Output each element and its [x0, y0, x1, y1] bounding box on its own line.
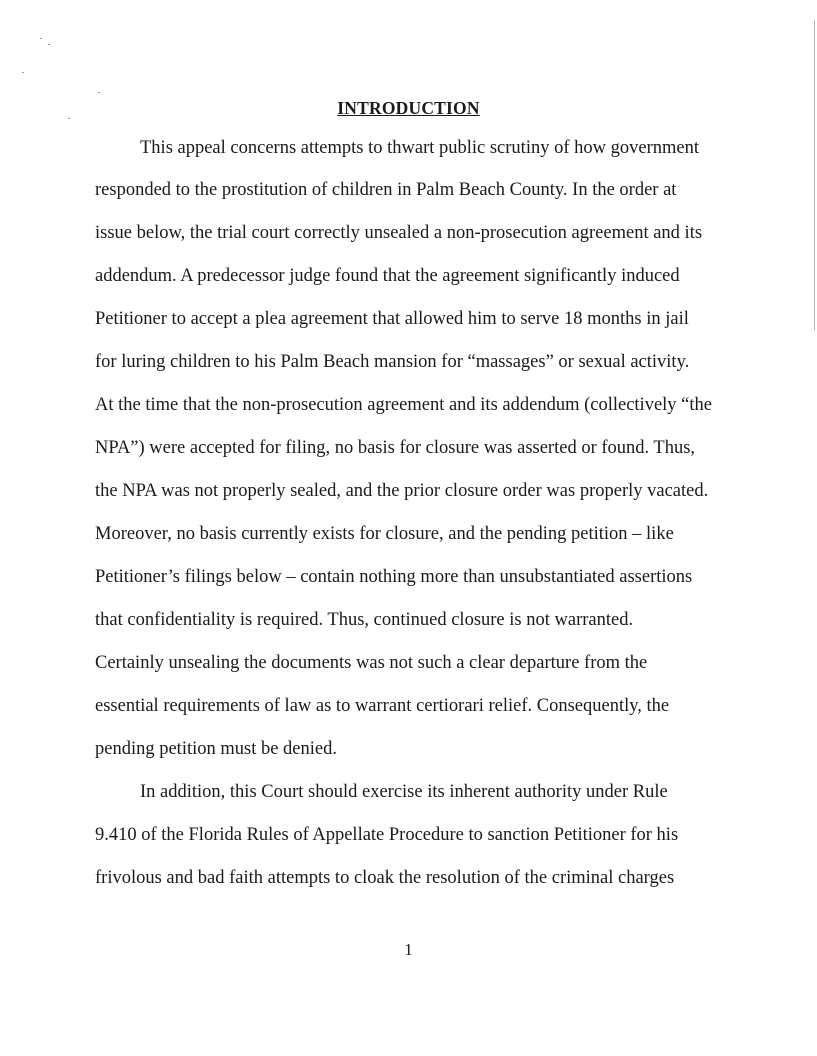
- paragraph-line: essential requirements of law as to warrant certiorari relief. Consequently, the: [95, 696, 670, 716]
- scan-speck: [48, 44, 50, 45]
- paragraph-line: responded to the prostitution of children in Palm Beach County. In the order at: [95, 180, 677, 200]
- scan-speck: [40, 38, 42, 39]
- paragraph-line: Certainly unsealing the documents was not such a clear departure from the: [95, 653, 648, 673]
- paragraph-line: At the time that the non-prosecution agreement and its addendum (collectively “the: [95, 395, 712, 415]
- paragraph-line: addendum. A predecessor judge found that the agreement significantly induced: [95, 266, 680, 286]
- page-number: 1: [404, 940, 413, 959]
- paragraph-line: This appeal concerns attempts to thwart public scrutiny of how government: [140, 138, 699, 158]
- paragraph-line: frivolous and bad faith attempts to cloak the resolution of the criminal charges: [95, 868, 675, 888]
- paragraph-line: for luring children to his Palm Beach mansion for “massages” or sexual activity.: [95, 352, 690, 372]
- paragraph-line: Petitioner’s filings below – contain nothing more than unsubstantiated assertions: [95, 567, 693, 587]
- paragraph-line: that confidentiality is required. Thus, continued closure is not warranted.: [95, 610, 634, 630]
- paragraph-line: issue below, the trial court correctly unsealed a non-prosecution agreement and its: [95, 223, 703, 243]
- paragraph-line: NPA”) were accepted for filing, no basis for closure was asserted or found. Thus,: [95, 438, 696, 458]
- section-heading: INTRODUCTION: [337, 98, 480, 118]
- paragraph-line: Moreover, no basis currently exists for closure, and the pending petition – like: [95, 524, 674, 544]
- paragraph-line: 9.410 of the Florida Rules of Appellate Procedure to sanction Petitioner for his: [95, 825, 679, 845]
- paragraph-line: In addition, this Court should exercise its inherent authority under Rule: [140, 782, 668, 802]
- scan-edge-mark: [814, 20, 815, 330]
- scan-speck: [22, 72, 24, 73]
- paragraph-line: pending petition must be denied.: [95, 739, 337, 759]
- paragraph-line: Petitioner to accept a plea agreement that allowed him to serve 18 months in jail: [95, 309, 689, 329]
- scan-speck: [98, 92, 100, 93]
- paragraph-line: the NPA was not properly sealed, and the prior closure order was properly vacated.: [95, 481, 709, 501]
